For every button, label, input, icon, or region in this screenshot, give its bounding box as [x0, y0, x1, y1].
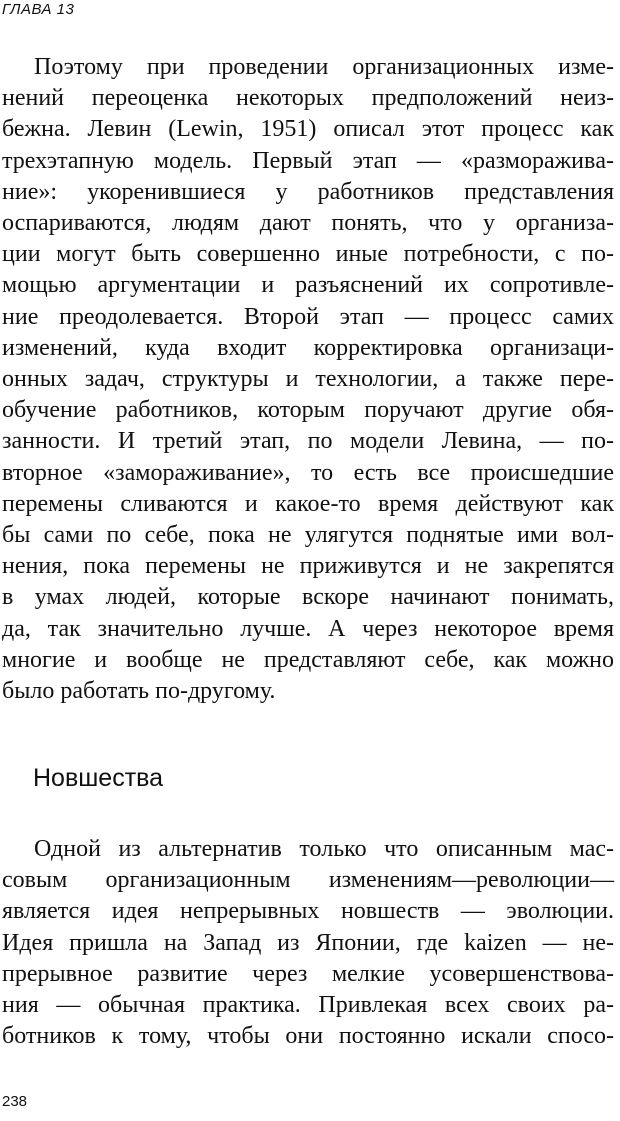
paragraph-1: [2, 52, 614, 707]
text-line: Одной из альтернатив только что описанным мас-: [34, 836, 614, 862]
text-line: является идея непрерывных новшеств — эволюции.: [2, 898, 614, 925]
text-line: многие и вообще не представляют себе, как можно: [2, 646, 614, 673]
page-number: 238: [2, 1093, 28, 1110]
text-line: бы сами по себе, пока не улягутся поднятые ими вол-: [2, 522, 614, 549]
text-line: ние преодолевается. Второй этап — процесс самих: [2, 303, 614, 330]
text-line: вторное «замораживание», то есть все происшедшие: [2, 459, 614, 486]
paragraph-2: [2, 834, 614, 1052]
text-line: занности. И третий этап, по модели Левина, — по-: [2, 428, 614, 455]
text-line: перемены сливаются и какое-то время действуют как: [2, 490, 614, 517]
text-line: изменений, куда входит корректировка организаци-: [2, 334, 614, 361]
text-line: мощью аргументации и разъяснений их сопротивле-: [2, 272, 614, 299]
text-line: ботников к тому, чтобы они постоянно искали спосо-: [2, 1023, 614, 1050]
text-line: трехэтапную модель. Первый этап — «размораживa-: [2, 147, 614, 174]
text-line: в умах людей, которые вскоре начинают понимать,: [2, 584, 614, 611]
text-line: ние»: укоренившиеся у работников представления: [2, 178, 614, 205]
text-line: да, так значительно лучше. А через некоторое время: [2, 615, 614, 642]
text-line: было работать по-другому.: [2, 678, 276, 705]
running-head: ГЛАВА 13: [2, 1, 75, 18]
text-line: совым организационным изменениям—революции—: [2, 867, 614, 894]
text-line: ции могут быть совершенно иные потребности, с по-: [2, 241, 614, 268]
text-line: обучение работников, которым поручают другие обя-: [2, 397, 614, 424]
text-line: Поэтому при проведении организационных изме-: [34, 54, 614, 80]
text-line: оспариваются, людям дают понять, что у организа-: [2, 210, 614, 237]
text-line: онных задач, структуры и технологии, а также пере-: [2, 366, 614, 393]
text-line: Идея пришла на Запад из Японии, где kaizen — не-: [2, 929, 614, 956]
text-line: бежна. Левин (Lewin, 1951) описал этот процесс как: [2, 116, 614, 143]
text-line: ния — обычная практика. Привлекая всех своих ра-: [2, 992, 614, 1019]
text-line: прерывное развитие через мелкие усовершенствова-: [2, 960, 614, 987]
text-line: нения, пока перемены не приживутся и не закрепятся: [2, 553, 614, 580]
section-heading: Новшества: [33, 764, 164, 792]
text-line: нений переоценка некоторых предположений неиз-: [2, 85, 614, 112]
